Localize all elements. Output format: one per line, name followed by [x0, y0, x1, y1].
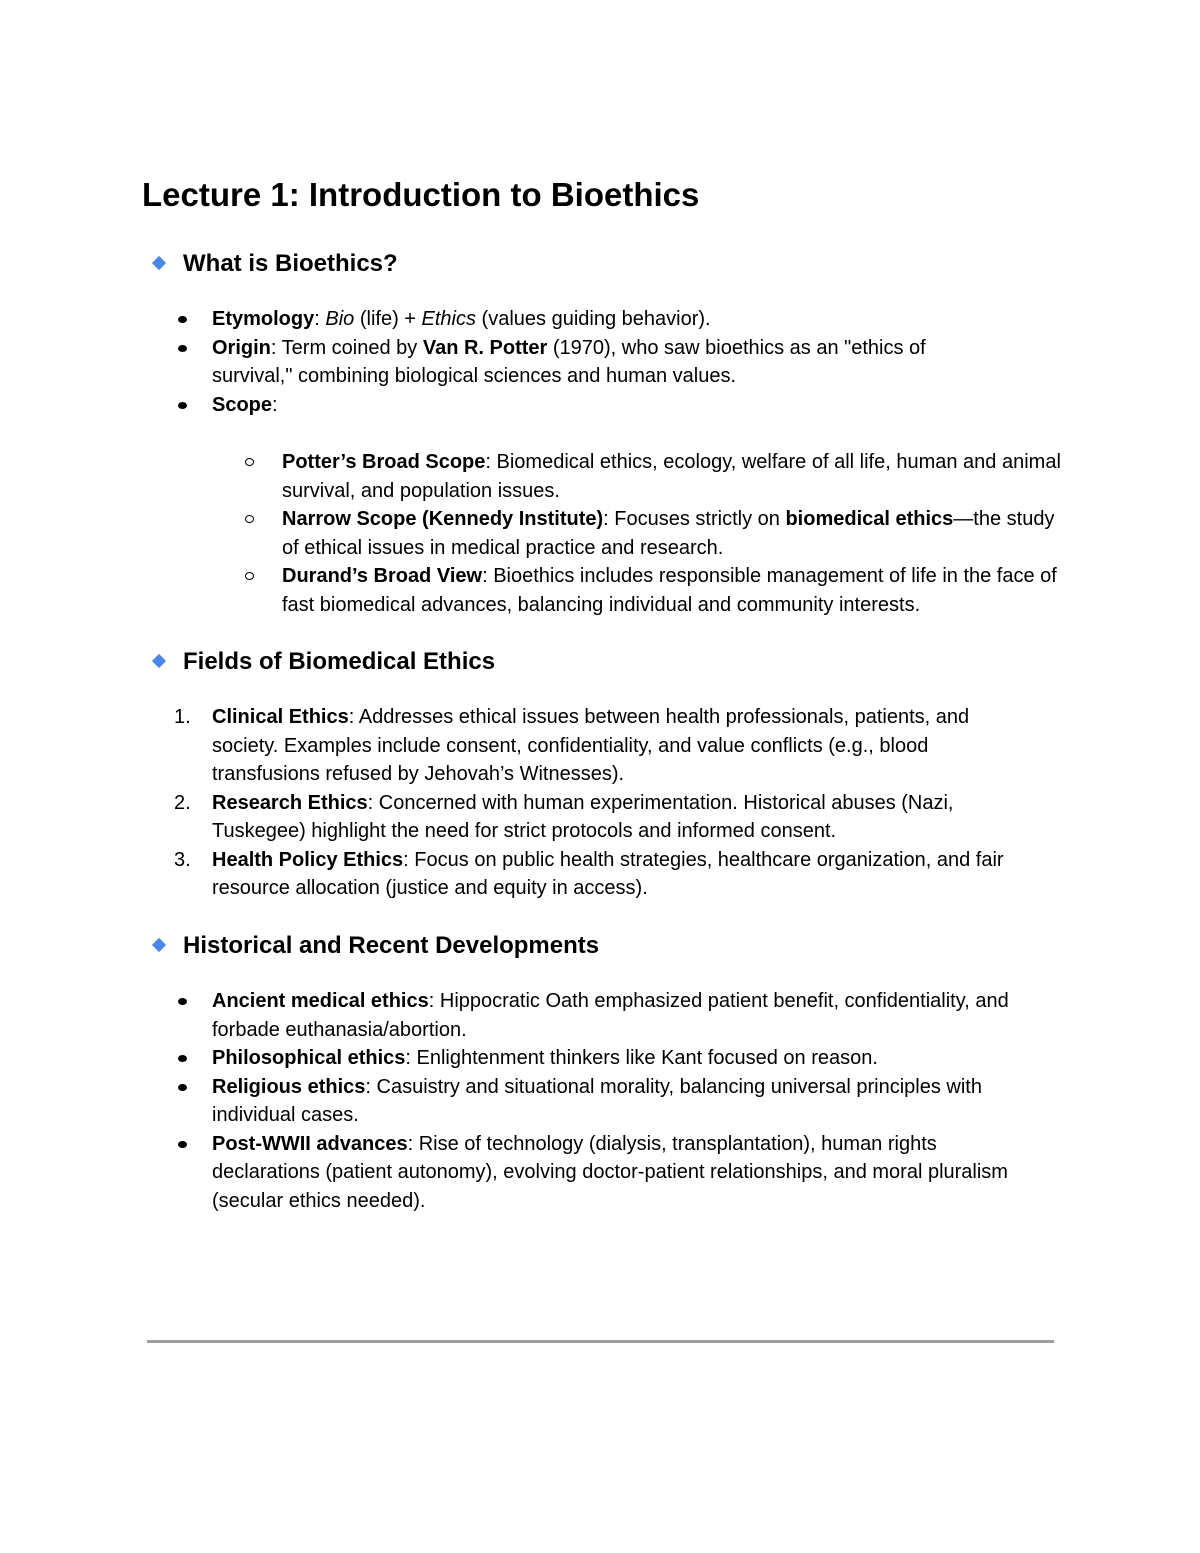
bullet-disc-icon: [178, 998, 187, 1005]
list-item-origin: Origin: Term coined by Van R. Potter (1970), who saw bioethics as an "ethics of survival," combining biological sciences and human values.: [178, 334, 1002, 391]
list-number: 1.: [174, 706, 191, 728]
sublist-item-narrow-scope: Narrow Scope (Kennedy Institute): Focuses strictly on biomedical ethics—the study of ethical issues in medical practice and research.: [245, 505, 1070, 562]
item-label: Durand’s Broad View: [282, 565, 483, 587]
scope-sublist: [245, 448, 1070, 619]
item-label: Post-WWII advances: [212, 1132, 408, 1155]
section-heading-text: Fields of Biomedical Ethics: [183, 648, 496, 675]
list-item-research-ethics: 2. Research Ethics: Concerned with human experimentation. Historical abuses (Nazi, Tuskegee) highlight the need for strict protocols and informed consent.: [178, 789, 1038, 846]
bullet-circle-icon: [245, 515, 254, 523]
section-heading-text: Historical and Recent Developments: [183, 932, 600, 959]
sublist-item-durands-broad-view: Durand’s Broad View: Bioethics includes responsible management of life in the face of fast biomedical advances, balancing individual and community interests.: [245, 562, 1070, 619]
sublist-item-potters-broad-scope: Potter’s Broad Scope: Biomedical ethics, ecology, welfare of all life, human and animal survival, and population issues.: [245, 448, 1070, 505]
diamond-bullet-icon: [152, 938, 166, 952]
bullet-disc-icon: [178, 345, 187, 352]
bullet-disc-icon: [178, 1084, 187, 1091]
item-label: Health Policy Ethics: [212, 848, 404, 871]
item-label: Narrow Scope (Kennedy Institute): [282, 508, 604, 530]
item-label: Scope: [212, 393, 273, 416]
item-label: Research Ethics: [212, 791, 368, 814]
fields-numbered-list: [174, 703, 1038, 903]
bullet-disc-icon: [178, 1055, 187, 1062]
developments-list: [178, 987, 1053, 1215]
list-item-clinical-ethics: 1. Clinical Ethics: Addresses ethical issues between health professionals, patients, and society. Examples include consent, confidentiality, and value conflicts (e.g., blood transfusions refused by Jehovah’s Witnesses).: [178, 703, 1038, 789]
item-label: Origin: [212, 336, 271, 359]
bullet-circle-icon: [245, 458, 254, 466]
item-label: Etymology: [212, 308, 315, 330]
item-label: Religious ethics: [212, 1075, 366, 1098]
diamond-bullet-icon: [152, 256, 166, 270]
bullet-disc-icon: [178, 316, 187, 323]
list-item-scope: Scope:: [178, 391, 1078, 420]
list-item-health-policy-ethics: 3. Health Policy Ethics: Focus on public health strategies, healthcare organization, and fair resource allocation (justice and equity in access).: [178, 846, 1038, 903]
list-item-philosophical-ethics: Philosophical ethics: Enlightenment thinkers like Kant focused on reason.: [178, 1044, 1053, 1073]
list-item-ancient-medical-ethics: Ancient medical ethics: Hippocratic Oath emphasized patient benefit, confidentiality, and forbade euthanasia/abortion.: [178, 987, 1053, 1044]
list-number: 3.: [174, 848, 191, 871]
bullet-disc-icon: [178, 1141, 187, 1148]
section-heading-text: What is Bioethics?: [183, 250, 398, 277]
list-item-etymology: Etymology: Bio (life) + Ethics (values guiding behavior).: [178, 305, 1078, 334]
horizontal-rule: [147, 1340, 1054, 1343]
diamond-bullet-icon: [152, 654, 166, 668]
item-label: Ancient medical ethics: [212, 990, 429, 1012]
page-title: Lecture 1: Introduction to Bioethics: [142, 176, 700, 213]
item-label: Potter’s Broad Scope: [282, 451, 486, 473]
bioethics-definition-list: [178, 305, 1078, 419]
list-item-post-wwii-advances: Post-WWII advances: Rise of technology (dialysis, transplantation), human rights declarations (patient autonomy), evolving doctor-patient relationships, and moral pluralism (secular ethics needed).: [178, 1130, 1022, 1216]
item-label: Clinical Ethics: [212, 706, 349, 728]
bullet-disc-icon: [178, 402, 187, 409]
list-number: 2.: [174, 791, 191, 814]
bullet-circle-icon: [245, 572, 254, 580]
item-label: Philosophical ethics: [212, 1047, 406, 1069]
list-item-religious-ethics: Religious ethics: Casuistry and situational morality, balancing universal principles with individual cases.: [178, 1073, 1053, 1130]
